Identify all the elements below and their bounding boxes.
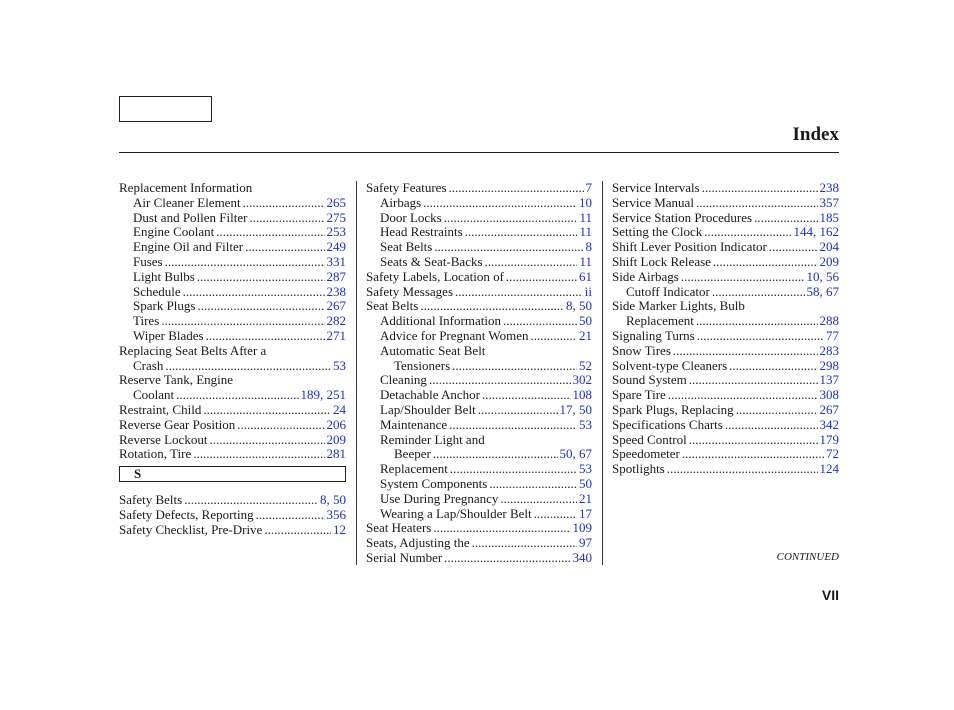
entry-term: Head Restraints: [380, 224, 463, 240]
dot-leader: [433, 447, 558, 462]
page-reference-link[interactable]: 11: [579, 209, 592, 225]
entry-term: Safety Messages: [366, 283, 454, 299]
index-entry: [119, 181, 346, 196]
index-entry: [366, 403, 592, 418]
dot-leader: [197, 270, 325, 285]
dot-leader: [197, 299, 324, 314]
index-entry: [612, 433, 839, 448]
entry-term: Side Marker Lights, Bulb: [612, 298, 745, 314]
index-entry: [366, 477, 592, 492]
page-reference-link[interactable]: 124: [819, 461, 839, 477]
page-reference-link[interactable]: 72: [826, 446, 839, 462]
entry-term: Cutoff Indicator: [626, 283, 710, 299]
page-reference-link[interactable]: 17, 50: [559, 401, 592, 417]
index-list-r: [119, 181, 346, 462]
entry-term: Reminder Light and: [380, 431, 485, 447]
page-reference-link[interactable]: 288: [819, 313, 839, 329]
index-entry: [612, 418, 839, 433]
index-entry: [119, 388, 346, 403]
page-number: VII: [821, 587, 839, 603]
page-reference-link[interactable]: 50, 67: [559, 446, 592, 462]
index-entry: [119, 344, 346, 359]
page-reference-link[interactable]: 17: [579, 505, 592, 521]
entry-term: Light Bulbs: [133, 268, 195, 284]
page-reference-link[interactable]: 8, 50: [320, 492, 346, 508]
page-reference-link[interactable]: 53: [579, 461, 592, 477]
entry-term: Wiper Blades: [133, 327, 204, 343]
dot-leader: [434, 240, 583, 255]
page-reference-link[interactable]: 189, 251: [300, 387, 346, 403]
entry-term: Spotlights: [612, 461, 665, 477]
page-reference-link[interactable]: 185: [819, 209, 839, 225]
index-column-1: [119, 181, 346, 538]
entry-term: Side Airbags: [612, 268, 679, 284]
entry-term: Beeper: [394, 446, 431, 462]
index-entry: [119, 196, 346, 211]
entry-term: Setting the Clock: [612, 224, 703, 240]
index-entry: [612, 447, 839, 462]
dot-leader: [449, 418, 577, 433]
entry-term: Speed Control: [612, 431, 687, 447]
page-title: Index: [792, 124, 839, 145]
page-reference-link[interactable]: 11: [579, 224, 592, 240]
entry-term: Signaling Turns: [612, 327, 695, 343]
entry-term: Shift Lock Release: [612, 253, 711, 269]
index-entry: [366, 551, 592, 566]
entry-term: Seat Belts: [366, 298, 419, 314]
page-reference-link[interactable]: 209: [819, 253, 839, 269]
page-reference-link[interactable]: 283: [819, 342, 839, 358]
page-reference-link[interactable]: 108: [572, 387, 592, 403]
index-entry: [366, 536, 592, 551]
dot-leader: [209, 433, 324, 448]
index-entry: [119, 225, 346, 240]
page-reference-link[interactable]: 179: [819, 431, 839, 447]
page-reference-link[interactable]: 308: [819, 387, 839, 403]
index-entry: [366, 314, 592, 329]
entry-term: Safety Labels, Location of: [366, 268, 504, 284]
page-reference-link[interactable]: 281: [326, 446, 346, 462]
index-entry: [366, 225, 592, 240]
index-entry: [366, 507, 592, 522]
index-column-2: [366, 181, 592, 566]
index-entry: [366, 240, 592, 255]
blank-tab-box: [119, 96, 212, 122]
page-reference-link[interactable]: 24: [333, 401, 346, 417]
page-reference-link[interactable]: 249: [326, 239, 346, 255]
continued-note: CONTINUED: [776, 551, 839, 563]
dot-leader: [673, 344, 818, 359]
page-reference-link[interactable]: 275: [326, 209, 346, 225]
index-entry: [612, 196, 839, 211]
index-entry: [612, 225, 839, 240]
dot-leader: [449, 181, 584, 196]
entry-term: Restraint, Child: [119, 401, 202, 417]
entry-term: Safety Defects, Reporting: [119, 506, 254, 522]
dot-leader: [420, 299, 564, 314]
header-rule: [119, 152, 839, 153]
dot-leader: [243, 196, 325, 211]
entry-term: Replacement: [380, 461, 448, 477]
index-entry: [366, 329, 592, 344]
index-column-3: [612, 181, 839, 477]
index-entry: [366, 373, 592, 388]
dot-leader: [237, 418, 324, 433]
entry-term: Safety Checklist, Pre-Drive: [119, 521, 263, 537]
section-header-s: S: [119, 466, 346, 482]
entry-term: Air Cleaner Element: [133, 194, 241, 210]
index-entry: [612, 255, 839, 270]
entry-term: Crash: [133, 357, 164, 373]
dot-leader: [503, 314, 577, 329]
page-reference-link[interactable]: 53: [579, 416, 592, 432]
page-reference-link[interactable]: 61: [579, 268, 592, 284]
page-reference-link[interactable]: 253: [326, 224, 346, 240]
page-reference-link[interactable]: 8, 50: [566, 298, 592, 314]
page-reference-link[interactable]: 209: [326, 431, 346, 447]
entry-term: Shift Lever Position Indicator: [612, 239, 767, 255]
dot-leader: [245, 240, 324, 255]
dot-leader: [423, 196, 577, 211]
dot-leader: [696, 314, 818, 329]
entry-term: Speedometer: [612, 446, 680, 462]
index-entry: [366, 181, 592, 196]
dot-leader: [444, 211, 578, 226]
dot-leader: [534, 507, 577, 522]
dot-leader: [702, 181, 818, 196]
entry-term: Schedule: [133, 283, 181, 299]
entry-term: Snow Tires: [612, 342, 671, 358]
dot-leader: [183, 285, 325, 300]
page-reference-link[interactable]: 12: [333, 521, 346, 537]
index-list-s: [119, 493, 346, 537]
index-entry: [612, 359, 839, 374]
page-reference-link[interactable]: 21: [579, 490, 592, 506]
dot-leader: [216, 225, 324, 240]
dot-leader: [203, 403, 331, 418]
entry-term: Reverse Gear Position: [119, 416, 236, 432]
page-reference-link[interactable]: 238: [326, 283, 346, 299]
entry-term: Fuses: [133, 253, 163, 269]
entry-term: Spark Plugs: [133, 298, 196, 314]
dot-leader: [697, 329, 824, 344]
page-reference-link[interactable]: 58, 67: [806, 283, 839, 299]
page-reference-link[interactable]: 52: [579, 357, 592, 373]
page-reference-link[interactable]: 97: [579, 535, 592, 551]
page-reference-link[interactable]: 302: [572, 372, 592, 388]
index-entry: [119, 211, 346, 226]
entry-term: Airbags: [380, 194, 422, 210]
entry-term: Solvent-type Cleaners: [612, 357, 728, 373]
index-entry: [119, 403, 346, 418]
dot-leader: [482, 388, 571, 403]
page-reference-link[interactable]: 267: [819, 401, 839, 417]
index-entry: [612, 240, 839, 255]
index-entry: [612, 329, 839, 344]
index-entry: [366, 359, 592, 374]
dot-leader: [465, 225, 578, 240]
page-reference-link[interactable]: 50: [579, 313, 592, 329]
dot-leader: [433, 521, 570, 536]
dot-leader: [713, 255, 818, 270]
index-entry: [119, 285, 346, 300]
entry-term: Safety Features: [366, 180, 447, 195]
dot-leader: [689, 373, 818, 388]
index-entry: [612, 285, 839, 300]
entry-term: Safety Belts: [119, 492, 183, 508]
index-entry: [119, 255, 346, 270]
dot-leader: [161, 314, 324, 329]
page-reference-link[interactable]: 271: [326, 327, 346, 343]
index-entry: [366, 344, 592, 359]
entry-term: Service Intervals: [612, 180, 700, 195]
index-list: [612, 181, 839, 477]
index-entry: [366, 299, 592, 314]
entry-term: Maintenance: [380, 416, 448, 432]
page-reference-link[interactable]: 357: [819, 194, 839, 210]
dot-leader: [506, 270, 577, 285]
index-entry: [612, 373, 839, 388]
entry-term: Seat Heaters: [366, 520, 432, 536]
entry-term: Use During Pregnancy: [380, 490, 499, 506]
index-entry: [119, 433, 346, 448]
dot-leader: [736, 403, 818, 418]
dot-leader: [444, 551, 570, 566]
page-reference-link[interactable]: 21: [579, 327, 592, 343]
dot-leader: [696, 196, 818, 211]
entry-term: Service Station Procedures: [612, 209, 753, 225]
dot-leader: [249, 211, 324, 226]
dot-leader: [769, 240, 818, 255]
dot-leader: [489, 477, 577, 492]
index-entry: [366, 462, 592, 477]
entry-term: Serial Number: [366, 549, 443, 565]
dot-leader: [165, 255, 325, 270]
dot-leader: [429, 373, 571, 388]
page-reference-link[interactable]: 298: [819, 357, 839, 373]
index-entry: [366, 285, 592, 300]
entry-term: System Components: [380, 475, 488, 491]
index-entry: [119, 299, 346, 314]
entry-term: Sound System: [612, 372, 687, 388]
dot-leader: [531, 329, 577, 344]
dot-leader: [452, 359, 577, 374]
entry-term: Seats, Adjusting the: [366, 535, 470, 551]
dot-leader: [193, 447, 324, 462]
entry-term: Replacement Information: [119, 180, 253, 195]
page-reference-link[interactable]: 11: [579, 253, 592, 269]
entry-term: Advice for Pregnant Women: [380, 327, 529, 343]
index-entry: [612, 403, 839, 418]
index-entry: [612, 299, 839, 314]
dot-leader: [450, 462, 577, 477]
dot-leader: [689, 433, 818, 448]
entry-term: Specifications Charts: [612, 416, 723, 432]
index-entry: [612, 270, 839, 285]
dot-leader: [455, 285, 583, 300]
page-reference-link[interactable]: 340: [572, 549, 592, 565]
page-reference-link[interactable]: 7: [585, 180, 592, 195]
index-entry: [366, 521, 592, 536]
entry-term: Spare Tire: [612, 387, 666, 403]
dot-leader: [264, 523, 331, 538]
dot-leader: [184, 493, 318, 508]
page-reference-link[interactable]: 342: [819, 416, 839, 432]
entry-term: Door Locks: [380, 209, 442, 225]
index-entry: [612, 314, 839, 329]
entry-term: Reverse Lockout: [119, 431, 208, 447]
dot-leader: [704, 225, 791, 240]
page-reference-link[interactable]: 287: [326, 268, 346, 284]
entry-term: Automatic Seat Belt: [380, 342, 486, 358]
dot-leader: [176, 388, 298, 403]
entry-term: Rotation, Tire: [119, 446, 192, 462]
page-reference-link[interactable]: 10: [579, 194, 592, 210]
index-entry: [119, 270, 346, 285]
dot-leader: [712, 285, 805, 300]
entry-term: Additional Information: [380, 313, 501, 329]
entry-term: Engine Oil and Filter: [133, 239, 244, 255]
entry-term: Reserve Tank, Engine: [119, 372, 234, 388]
page-reference-link[interactable]: 331: [326, 253, 346, 269]
dot-leader: [206, 329, 325, 344]
entry-term: Lap/Shoulder Belt: [380, 401, 476, 417]
index-entry: [366, 211, 592, 226]
dot-leader: [485, 255, 578, 270]
dot-leader: [682, 447, 824, 462]
index-entry: [612, 181, 839, 196]
entry-term: Spark Plugs, Replacing: [612, 401, 734, 417]
dot-leader: [668, 388, 818, 403]
column-divider: [602, 181, 603, 565]
page-reference-link[interactable]: 204: [819, 239, 839, 255]
entry-term: Dust and Pollen Filter: [133, 209, 248, 225]
page-reference-link[interactable]: 356: [326, 506, 346, 522]
entry-term: Seats & Seat-Backs: [380, 253, 483, 269]
page-reference-link[interactable]: 265: [326, 194, 346, 210]
entry-term: Coolant: [133, 387, 175, 403]
index-entry: [612, 388, 839, 403]
page-reference-link[interactable]: 238: [819, 180, 839, 195]
dot-leader: [478, 403, 558, 418]
entry-term: Engine Coolant: [133, 224, 215, 240]
dot-leader: [472, 536, 577, 551]
page-reference-link[interactable]: 144, 162: [793, 224, 839, 240]
index-entry: [612, 462, 839, 477]
index-entry: [366, 447, 592, 462]
index-entry: [612, 344, 839, 359]
page-reference-link[interactable]: 109: [572, 520, 592, 536]
page-reference-link[interactable]: 50: [579, 475, 592, 491]
index-entry: [119, 493, 346, 508]
dot-leader: [256, 508, 325, 523]
entry-term: Seat Belts: [380, 239, 433, 255]
page-reference-link[interactable]: 206: [326, 416, 346, 432]
column-divider: [356, 181, 357, 565]
index-entry: [366, 196, 592, 211]
index-entry: [119, 329, 346, 344]
page-reference-link[interactable]: 8: [585, 239, 592, 255]
entry-term: Tires: [133, 313, 160, 329]
dot-leader: [725, 418, 818, 433]
index-entry: [119, 373, 346, 388]
index-entry: [366, 255, 592, 270]
page-reference-link[interactable]: 282: [326, 313, 346, 329]
index-entry: [119, 447, 346, 462]
page-reference-link[interactable]: 53: [333, 357, 346, 373]
index-entry: [119, 418, 346, 433]
index-list: [366, 181, 592, 566]
entry-term: Tensioners: [394, 357, 451, 373]
dot-leader: [500, 492, 577, 507]
index-entry: [366, 492, 592, 507]
dot-leader: [729, 359, 817, 374]
entry-term: Replacement: [626, 313, 694, 329]
index-entry: [612, 211, 839, 226]
dot-leader: [667, 462, 818, 477]
index-entry: [119, 240, 346, 255]
index-entry: [366, 388, 592, 403]
page-reference-link[interactable]: 10, 56: [806, 268, 839, 284]
index-entry: [119, 314, 346, 329]
entry-term: Service Manual: [612, 194, 694, 210]
entry-term: Wearing a Lap/Shoulder Belt: [380, 505, 532, 521]
index-entry: [366, 433, 592, 448]
index-entry: [119, 523, 346, 538]
index-entry: [119, 359, 346, 374]
index-entry: [366, 418, 592, 433]
page-reference-link[interactable]: 137: [819, 372, 839, 388]
entry-term: Detachable Anchor: [380, 387, 480, 403]
page-reference-link[interactable]: 77: [826, 327, 839, 343]
page-reference-link[interactable]: ii: [584, 283, 592, 299]
index-entry: [366, 270, 592, 285]
page-reference-link[interactable]: 267: [326, 298, 346, 314]
index-entry: [119, 508, 346, 523]
entry-term: Cleaning: [380, 372, 427, 388]
dot-leader: [165, 359, 331, 374]
entry-term: Replacing Seat Belts After a: [119, 342, 267, 358]
dot-leader: [754, 211, 817, 226]
dot-leader: [681, 270, 805, 285]
